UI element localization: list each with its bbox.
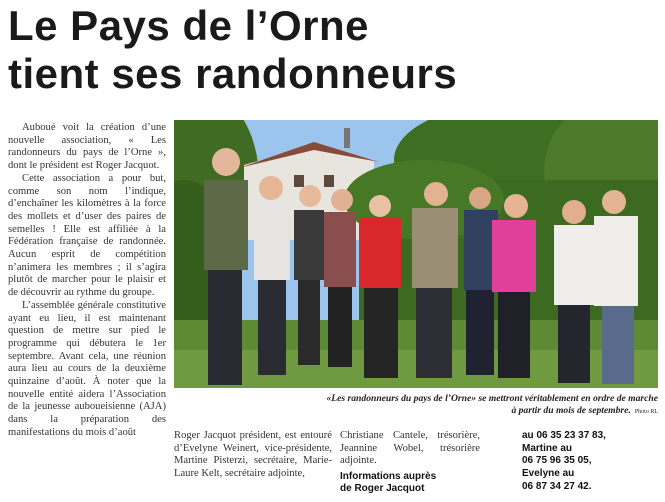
headline-line-1: Le Pays de l’Orne	[8, 2, 369, 49]
group-photo	[174, 120, 658, 388]
info-heading	[340, 471, 480, 495]
caption-line-1: «Les randonneurs du pays de l’Orne» se mettront véritablement en ordre de marche	[326, 393, 658, 404]
contact-column	[522, 430, 662, 494]
board-members-text: Roger Jacquot président, est entouré d’Evelyne Weinert, vice-présidente, Martine Pisterzi, secrétaire, Marie-Laure Kelt, secrétaire adjointe,	[174, 430, 332, 480]
info-heading-line-2: de Roger Jacquot	[340, 483, 425, 495]
headline-line-2: tient ses randonneurs	[8, 50, 458, 97]
bottom-column-2	[340, 430, 480, 495]
contact-line: 06 75 96 35 05,	[522, 455, 592, 467]
contact-line: Martine au	[522, 442, 573, 454]
intro-paragraph: L’assemblée générale constitutive ayant eu lieu, il est maintenant question de mettre sur pied le programme qui débutera le 1er septembre. Avant cela, une réunion aura lieu au cours de la deuxième quinzaine d’août. À noter que la nouvelle entité aidera l’Association de la jeunesse auboueisienne (AJA) dans la préparation des manifestations du mois d’août	[8, 299, 166, 438]
contact-line: 06 87 34 27 42.	[522, 480, 592, 492]
info-heading-line-1: Informations auprès	[340, 471, 437, 483]
board-members-text-continued: Christiane Cantele, trésorière, Jeannine Wobel, trésorière adjointe.	[340, 430, 480, 467]
contact-line: Evelyne au	[522, 468, 575, 480]
intro-paragraph: Auboué voit la création d’une nouvelle association, « Les randonneurs du pays de l’Orne », dont le président est Roger Jacquot.	[8, 122, 166, 172]
photo-caption	[174, 393, 658, 418]
caption-line-2: à partir du mois de septembre.	[511, 405, 631, 416]
bottom-column-1	[174, 430, 332, 481]
article-intro-column	[8, 122, 166, 440]
intro-paragraph: Cette association a pour but, comme son nom l’indique, d’enchaîner les kilomètres à la force des mollets et d’user des paires de semelles ! Elle est affiliée à la Fédération française de randonnée. Aucun esprit de compétition n’animera les membres ; il s’agira plutôt de marcher pour le plaisir et de découvrir au rythme du groupe.	[8, 172, 166, 299]
article-headline	[8, 2, 658, 98]
contact-line: au 06 35 23 37 83,	[522, 430, 606, 441]
photo-credit: Photo RL	[634, 409, 658, 415]
